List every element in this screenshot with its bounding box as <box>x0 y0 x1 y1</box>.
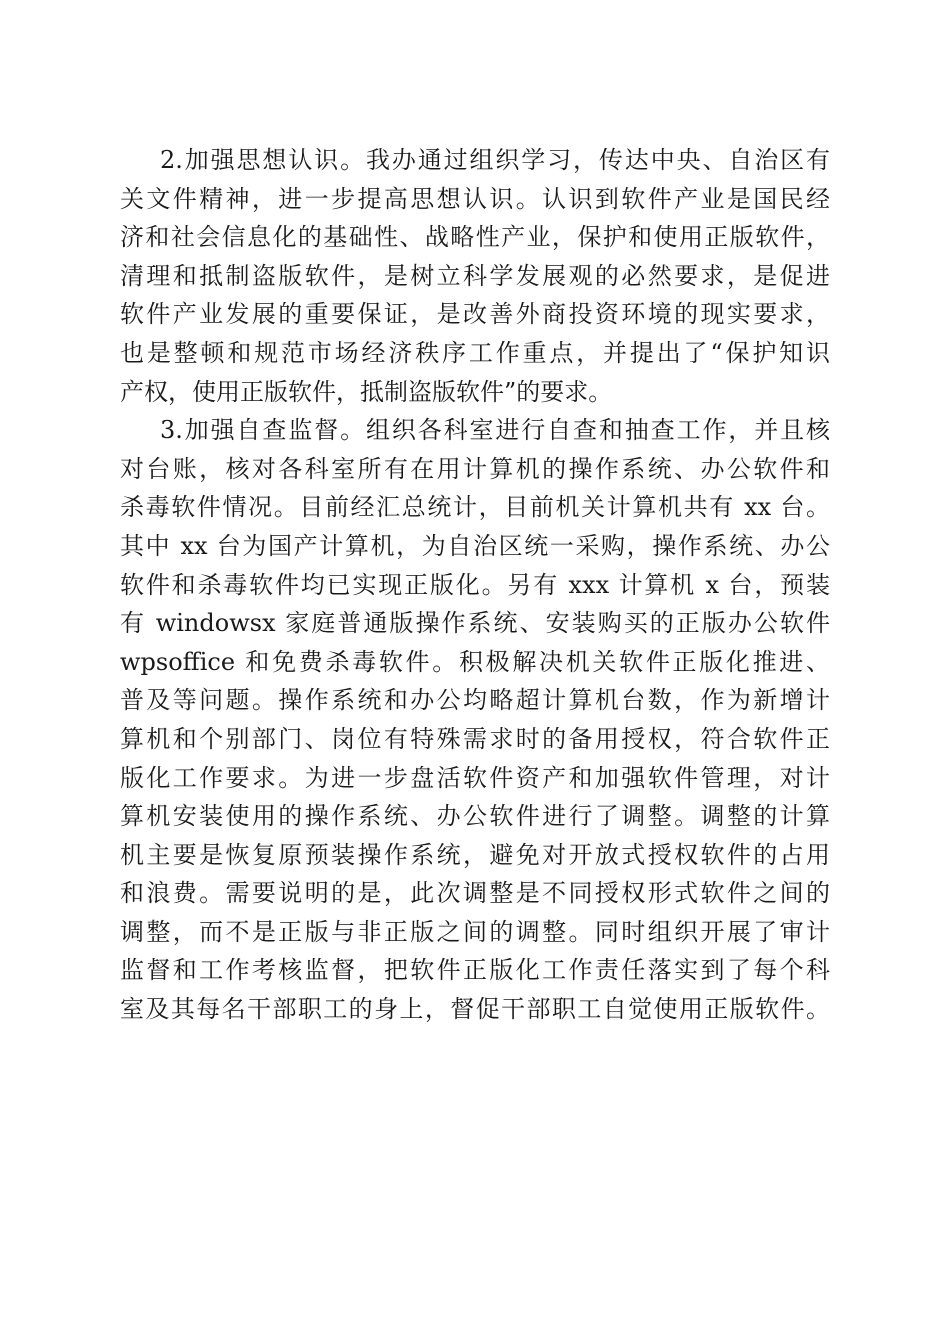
text-line: 杀毒软件情况。目前经汇总统计，目前机关计算机共有 xx 台。 <box>120 493 830 522</box>
text-line: 软件产业发展的重要保证，是改善外商投资环境的现实要求， <box>120 300 830 329</box>
text-line: 调整，而不是正版与非正版之间的调整。同时组织开展了审计 <box>120 917 830 946</box>
document-body <box>120 141 830 1029</box>
text-line: 其中 xx 台为国产计算机，为自治区统一采购，操作系统、办公 <box>120 531 830 560</box>
text-line: 也是整顿和规范市场经济秩序工作重点，并提出了“保护知识 <box>120 338 830 367</box>
text-line: 普及等问题。操作系统和办公均略超计算机台数，作为新增计 <box>120 686 830 715</box>
text-line: 软件和杀毒软件均已实现正版化。另有 xxx 计算机 x 台，预装 <box>120 570 830 599</box>
text-line: wpsoffice 和免费杀毒软件。积极解决机关软件正版化推进、 <box>120 647 830 676</box>
text-line: 室及其每名干部职工的身上，督促干部职工自觉使用正版软件。 <box>120 995 830 1024</box>
text-line: 机主要是恢复原预装操作系统，避免对开放式授权软件的占用 <box>120 840 830 869</box>
paragraph-3-self-inspection <box>120 411 830 1029</box>
text-line: 2.加强思想认识。我办通过组织学习，传达中央、自治区有 <box>160 146 830 174</box>
text-line: 清理和抵制盗版软件，是树立科学发展观的必然要求，是促进 <box>120 261 830 290</box>
text-line: 监督和工作考核监督，把软件正版化工作责任落实到了每个科 <box>120 956 830 985</box>
text-line: 对台账，核对各科室所有在用计算机的操作系统、办公软件和 <box>120 454 830 483</box>
text-line: 济和社会信息化的基础性、战略性产业，保护和使用正版软件， <box>120 223 830 252</box>
text-line: 算机安装使用的操作系统、办公软件进行了调整。调整的计算 <box>120 802 830 831</box>
text-line: 算机和个别部门、岗位有特殊需求时的备用授权，符合软件正 <box>120 724 830 753</box>
paragraph-2-strengthen-awareness <box>120 141 830 411</box>
text-line: 有 windowsx 家庭普通版操作系统、安装购买的正版办公软件 <box>120 609 830 638</box>
text-line: 和浪费。需要说明的是，此次调整是不同授权形式软件之间的 <box>120 879 830 908</box>
text-line-last: 产权，使用正版软件，抵制盗版软件”的要求。 <box>120 377 613 406</box>
text-line: 3.加强自查监督。组织各科室进行自查和抽查工作，并且核 <box>160 416 830 445</box>
text-line: 关文件精神，进一步提高思想认识。认识到软件产业是国民经 <box>120 184 830 213</box>
text-line: 版化工作要求。为进一步盘活软件资产和加强软件管理，对计 <box>120 763 830 792</box>
